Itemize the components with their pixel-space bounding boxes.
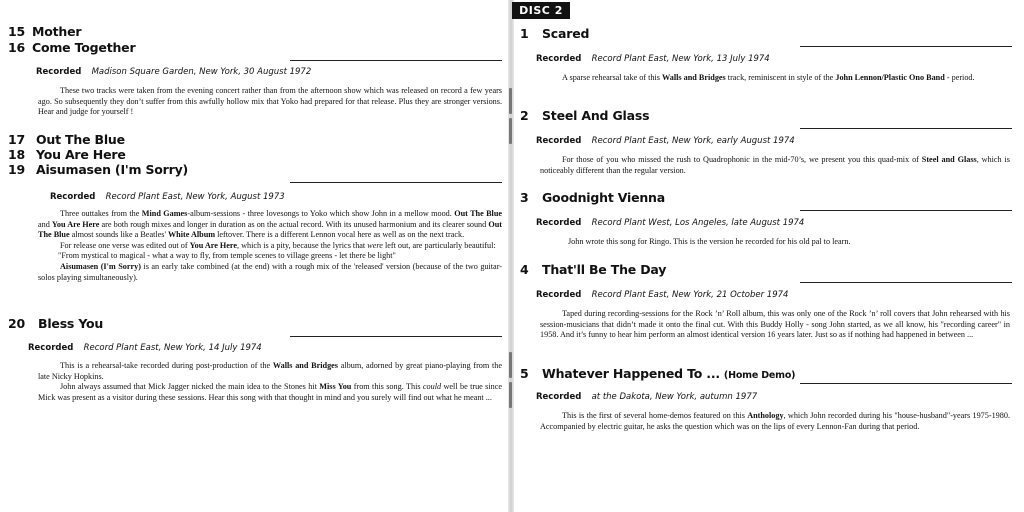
divider-rule <box>290 336 502 337</box>
notes-paragraph: Three outtakes from the Mind Games-album-sessions - three lovesongs to Yoko which show John in a mellow mood. Out The Blue and You Are Here are both rough mixes and longer in duration as on the actual record. With its unused harmonium and its clearer sound Out The Blue almost sounds like a Beatles' White Album leftover. There is a different Lennon vocal here as well as on the next track. <box>38 209 503 240</box>
track-title: You Are Here <box>36 147 126 162</box>
track-18 <box>8 147 126 162</box>
notes-paragraph: This is the first of several home-demos featured on this Anthology, which John recorded during his "house-husband"-years 1975-1980. Accompanied by electric guitar, he asks the question which was on the lips of every Lennon-Fan during that period. <box>540 411 1010 431</box>
recorded-location: Record Plant East, New York, 14 July 1974 <box>83 343 262 353</box>
track-title: Mother <box>32 24 82 39</box>
track-15 <box>8 24 81 39</box>
notes-paragraph: John wrote this song for Ringo. This is the version he recorded for his old pal to learn. <box>568 237 851 246</box>
recorded-location: Record Plant West, Los Angeles, late August 1974 <box>591 218 805 228</box>
recorded-line <box>536 135 795 146</box>
notes-paragraph: These two tracks were taken from the evening concert rather than from the afternoon show which was released on record a few years ago. So subsequently they don’t suffer from this awfully hollow mix that Yoko had prepared for that release. Plus they are stronger versions. Hear and judge for yourself ! <box>38 86 502 117</box>
track-number: 15 <box>8 24 25 39</box>
track-1 <box>520 26 589 41</box>
divider-rule <box>800 128 1012 129</box>
track-notes <box>38 361 502 403</box>
track-title: Steel And Glass <box>542 108 650 123</box>
recorded-location: Record Plant East, New York, 13 July 1974 <box>591 54 770 64</box>
recorded-label: Recorded <box>536 290 582 300</box>
notes-paragraph: Aisumasen (I'm Sorry) is an early take combined (at the end) with a rough mix of the 'released' version (because of the two guitar-solos playing simultaneously). <box>38 261 502 282</box>
notes-paragraph: For those of you who missed the rush to Quadrophonic in the mid-70’s, we present you this quad-mix of Steel and Glass, which is noticeably different than the regular version. <box>540 155 1010 175</box>
divider-rule <box>800 383 1012 384</box>
recorded-line <box>536 217 804 228</box>
recorded-location: Record Plant East, New York, 21 October 1974 <box>591 290 789 300</box>
divider-rule <box>800 282 1012 283</box>
recorded-label: Recorded <box>536 136 582 146</box>
lyric-quote: "From mystical to magical - what a way to fly, from temple scenes to village greens - let there be light" <box>58 251 396 261</box>
recorded-location: Madison Square Garden, New York, 30 August 1972 <box>91 67 312 77</box>
track-number: 16 <box>8 40 25 55</box>
divider-rule <box>800 210 1012 211</box>
track-20 <box>8 316 103 331</box>
recorded-label: Recorded <box>28 343 74 353</box>
track-notes <box>540 237 1010 248</box>
track-3 <box>520 190 665 205</box>
track-title: Bless You <box>38 316 104 331</box>
recorded-label: Recorded <box>536 218 582 228</box>
track-title: That'll Be The Day <box>542 262 667 277</box>
track-title: Aisumasen (I'm Sorry) <box>36 162 189 177</box>
recorded-label: Recorded <box>536 54 582 64</box>
track-notes <box>540 73 1010 84</box>
track-title: Out The Blue <box>36 132 125 147</box>
notes-paragraph: For release one verse was edited out of You Are Here, which is a pity, because the lyrics that were left out, are particularly beautiful: <box>60 240 496 250</box>
notes-paragraph: John always assumed that Mick Jagger nicked the main idea to the Stones hit Miss You from this song. This could well be true since Mick was present as a visitor during these sessions. Hear this song with that thought in mind and you surely will find out what he meant ... <box>38 382 502 402</box>
track-16 <box>8 40 135 55</box>
track-number: 19 <box>8 162 25 177</box>
track-title: Whatever Happened To ... <box>542 366 720 381</box>
disc-label: DISC 2 <box>512 2 570 19</box>
notes-paragraph: Taped during recording-sessions for the Rock ’n’ Roll album, this was only one of the Rock ’n’ roll covers that John rehearsed with his session-musicians that didn’t made it onto the final cut. With this Buddy Holly - song John started, as we all know, his "recording career" in 1958. And it’s funny to hear him perform an almost identical version 16 years later. Just so as if nothing had happened in between ... <box>540 309 1010 340</box>
recorded-line <box>28 342 262 353</box>
track-number: 4 <box>520 262 529 277</box>
notes-paragraph: A sparse rehearsal take of this Walls and Bridges track, reminiscent in style of the John Lennon/Plastic Ono Band - period. <box>562 73 975 82</box>
track-17 <box>8 132 125 147</box>
track-number: 3 <box>520 190 529 205</box>
track-19 <box>8 162 188 177</box>
recorded-location: at the Dakota, New York, autumn 1977 <box>591 392 758 402</box>
track-notes <box>540 411 1010 432</box>
divider-rule <box>800 46 1012 47</box>
track-title: Scared <box>542 26 590 41</box>
recorded-line <box>36 66 311 77</box>
track-subtitle: (Home Demo) <box>723 370 796 381</box>
track-notes <box>38 86 502 118</box>
divider-rule <box>290 182 502 183</box>
track-title: Goodnight Vienna <box>542 190 665 205</box>
notes-paragraph: This is a rehearsal-take recorded during post-production of the Walls and Bridges album, adorned by great piano-playing from the late Nicky Hopkins. <box>38 361 503 381</box>
track-notes <box>38 209 502 283</box>
track-5 <box>520 366 795 381</box>
recorded-label: Recorded <box>536 392 582 402</box>
recorded-location: Record Plant East, New York, early August 1974 <box>591 136 795 146</box>
recorded-label: Recorded <box>36 67 82 77</box>
track-number: 18 <box>8 147 25 162</box>
track-title: Come Together <box>32 40 136 55</box>
track-number: 1 <box>520 26 529 41</box>
recorded-location: Record Plant East, New York, August 1973 <box>105 192 285 202</box>
track-2 <box>520 108 649 123</box>
recorded-line <box>536 391 757 402</box>
divider-rule <box>290 60 502 61</box>
recorded-label: Recorded <box>50 192 96 202</box>
recorded-line <box>536 53 770 64</box>
right-page <box>512 0 1024 512</box>
track-notes <box>540 155 1010 176</box>
track-number: 2 <box>520 108 529 123</box>
track-4 <box>520 262 666 277</box>
recorded-line <box>536 289 788 300</box>
track-number: 20 <box>8 316 25 331</box>
recorded-line <box>50 191 285 202</box>
track-notes <box>540 309 1010 341</box>
track-number: 5 <box>520 366 529 381</box>
track-number: 17 <box>8 132 25 147</box>
